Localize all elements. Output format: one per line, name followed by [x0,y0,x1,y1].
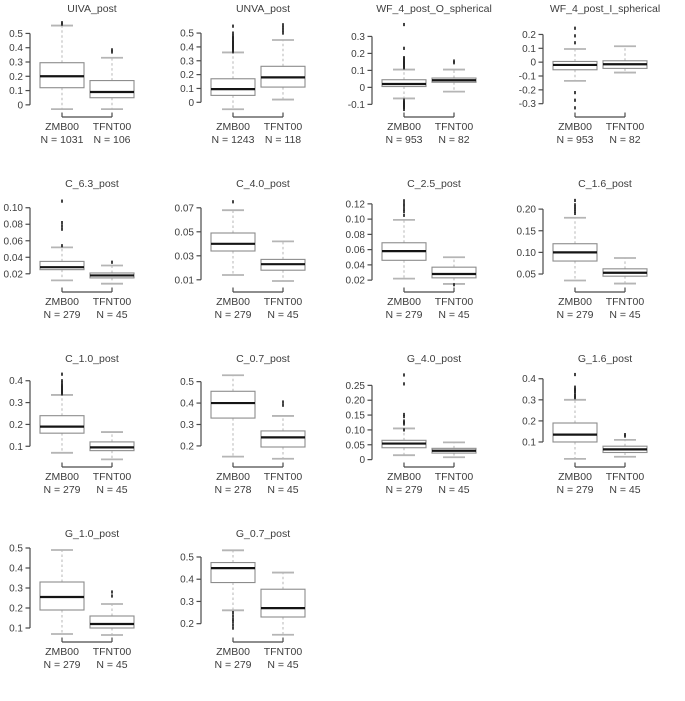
panel-title: UNVA_post [235,3,291,15]
y-tick-label: 0.03 [174,251,194,263]
boxplot-panel [0,0,171,175]
y-tick-label: 0 [17,100,23,112]
panel-title: C_1.0_post [65,353,119,365]
y-tick-label: 0.08 [3,219,23,231]
box-iqr [211,391,255,418]
n-count-label: N = 953 [385,134,423,146]
panel-title: WF_4_post_O_spherical [376,3,492,15]
boxplot-svg [0,0,171,175]
group-label: ZMB00 [387,121,421,133]
y-tick-label: 0.2 [180,441,194,453]
boxplot-svg [0,175,171,350]
y-tick-label: 0.08 [345,229,365,241]
y-tick-label: 0.10 [3,203,23,215]
panel-title: C_2.5_post [407,178,461,190]
y-tick-label: 0.2 [522,29,536,41]
group-label: TFNT00 [263,646,303,658]
group-label: ZMB00 [45,646,79,658]
panel-title: C_0.7_post [236,353,290,365]
n-count-label: N = 82 [609,134,641,146]
group-label: TFNT00 [434,121,474,133]
y-tick-label: 0.5 [180,28,194,40]
y-tick-label: 0.05 [174,227,194,239]
n-count-label: N = 278 [214,484,252,496]
y-tick-label: 0.1 [9,441,23,453]
n-count-label: N = 279 [556,309,594,321]
boxplot-svg [513,0,684,175]
n-count-label: N = 1031 [40,134,84,146]
group-label: ZMB00 [216,296,250,308]
boxplot-svg [171,350,342,525]
y-tick-label: 0.2 [351,48,365,60]
y-tick-label: 0.1 [9,86,23,98]
group-label: TFNT00 [92,296,132,308]
y-tick-label: 0.05 [345,440,365,452]
y-tick-label: 0.3 [9,398,23,410]
y-tick-label: 0.3 [9,583,23,595]
boxplot-svg [342,0,513,175]
panel-title: C_1.6_post [578,178,632,190]
panel-title: G_4.0_post [406,353,462,365]
n-count-label: N = 45 [267,484,299,496]
group-label: ZMB00 [387,296,421,308]
panel-title: WF_4_post_I_spherical [549,3,661,15]
y-tick-label: 0 [530,57,536,69]
n-count-label: N = 45 [267,309,299,321]
n-count-label: N = 279 [43,659,81,671]
group-label: TFNT00 [263,296,303,308]
n-count-label: N = 1243 [211,134,255,146]
n-count-label: N = 45 [438,309,470,321]
n-count-label: N = 279 [43,309,81,321]
y-tick-label: 0.5 [9,543,23,555]
box-iqr [40,261,84,269]
box-iqr [211,233,255,251]
n-count-label: N = 279 [214,309,252,321]
group-label: TFNT00 [605,471,645,483]
panel-title: UIVA_post [67,3,117,15]
y-tick-label: 0.3 [180,596,194,608]
y-tick-label: 0.4 [180,574,194,586]
y-tick-label: 0.3 [9,57,23,69]
boxplot-panel [513,350,684,525]
boxplot-svg [513,350,684,525]
y-tick-label: 0.2 [180,70,194,82]
y-tick-label: 0.5 [180,552,194,564]
y-tick-label: 0.20 [345,395,365,407]
boxplot-svg [342,350,513,525]
y-tick-label: 0.4 [522,374,536,386]
box-iqr [432,267,476,278]
boxplot-panel [171,175,342,350]
y-tick-label: 0.10 [345,214,365,226]
group-label: TFNT00 [605,121,645,133]
y-tick-label: 0.15 [516,226,536,238]
y-tick-label: 0.2 [180,619,194,631]
box-iqr [211,563,255,583]
group-label: ZMB00 [558,471,592,483]
boxplot-panel [171,350,342,525]
boxplot-svg [171,175,342,350]
boxplot-svg [171,0,342,175]
y-tick-label: 0.4 [180,42,194,54]
boxplot-panel [342,0,513,175]
y-tick-label: 0.20 [516,204,536,216]
box-iqr [40,416,84,433]
y-tick-label: 0.1 [180,83,194,95]
y-tick-label: 0.1 [351,65,365,77]
y-tick-label: 0.2 [9,419,23,431]
n-count-label: N = 106 [93,134,131,146]
y-tick-label: 0.15 [345,410,365,422]
y-tick-label: -0.3 [518,99,536,111]
n-count-label: N = 45 [609,484,641,496]
y-tick-label: 0.06 [345,245,365,257]
boxplot-panel [0,175,171,350]
y-tick-label: 0.10 [345,425,365,437]
boxplot-panel [0,350,171,525]
y-tick-label: 0.2 [522,416,536,428]
y-tick-label: 0.4 [9,43,23,55]
n-count-label: N = 279 [214,659,252,671]
y-tick-label: 0.3 [351,31,365,43]
y-tick-label: -0.2 [518,85,536,97]
boxplot-panel [513,0,684,175]
y-tick-label: 0.12 [345,199,365,211]
boxplot-panel [0,525,171,700]
panel-title: G_1.6_post [577,353,633,365]
group-label: ZMB00 [45,471,79,483]
y-tick-label: 0.04 [3,252,23,264]
y-tick-label: 0 [359,455,365,467]
y-tick-label: 0 [188,97,194,109]
n-count-label: N = 953 [556,134,594,146]
n-count-label: N = 45 [438,484,470,496]
group-label: ZMB00 [45,296,79,308]
y-tick-label: 0.5 [9,28,23,40]
group-label: TFNT00 [605,296,645,308]
group-label: TFNT00 [263,121,303,133]
panel-title: G_0.7_post [235,528,291,540]
y-tick-label: 0.2 [9,71,23,83]
boxplot-panel [171,525,342,700]
y-tick-label: -0.1 [518,71,536,83]
y-tick-label: 0.05 [516,269,536,281]
y-tick-label: 0.2 [9,603,23,615]
group-label: ZMB00 [216,646,250,658]
n-count-label: N = 279 [385,309,423,321]
boxplot-svg [0,525,171,700]
boxplot-panel [513,175,684,350]
y-tick-label: 0.10 [516,247,536,259]
group-label: TFNT00 [434,471,474,483]
y-tick-label: 0.3 [180,56,194,68]
box-iqr [553,423,597,442]
y-tick-label: -0.1 [347,99,365,111]
y-tick-label: 0.4 [9,563,23,575]
boxplot-panel [342,350,513,525]
n-count-label: N = 45 [609,309,641,321]
boxplot-panel [342,175,513,350]
boxplot-svg [0,350,171,525]
y-tick-label: 0.07 [174,203,194,215]
y-tick-label: 0.3 [180,420,194,431]
y-tick-label: 0.01 [174,275,194,287]
boxplot-panel [171,0,342,175]
n-count-label: N = 279 [385,484,423,496]
y-tick-label: 0.1 [522,437,536,449]
group-label: TFNT00 [263,471,303,483]
y-tick-label: 0 [359,82,365,94]
n-count-label: N = 279 [556,484,594,496]
box-iqr [90,616,134,628]
boxplot-svg [342,175,513,350]
group-label: ZMB00 [558,296,592,308]
y-tick-label: 0.06 [3,236,23,248]
y-tick-label: 0.04 [345,260,365,272]
y-tick-label: 0.02 [3,269,23,281]
group-label: TFNT00 [92,471,132,483]
y-tick-label: 0.1 [522,43,536,55]
box-iqr [261,431,305,447]
box-iqr [211,79,255,96]
group-label: ZMB00 [558,121,592,133]
box-iqr [261,589,305,617]
y-tick-label: 0.02 [345,275,365,287]
n-count-label: N = 45 [267,659,299,671]
group-label: ZMB00 [387,471,421,483]
group-label: ZMB00 [45,121,79,133]
box-iqr [90,81,134,98]
n-count-label: N = 45 [96,659,128,671]
group-label: ZMB00 [216,121,250,133]
y-tick-label: 0.5 [180,377,194,389]
group-label: TFNT00 [434,296,474,308]
boxplot-svg [171,525,342,700]
y-tick-label: 0.3 [522,395,536,407]
y-tick-label: 0.25 [345,380,365,392]
n-count-label: N = 82 [438,134,470,146]
panel-title: C_6.3_post [65,178,119,190]
n-count-label: N = 45 [96,484,128,496]
n-count-label: N = 279 [43,484,81,496]
n-count-label: N = 118 [264,134,302,146]
group-label: TFNT00 [92,646,132,658]
group-label: TFNT00 [92,121,132,133]
y-tick-label: 0.1 [9,623,23,635]
boxplot-svg [513,175,684,350]
group-label: ZMB00 [216,471,250,483]
n-count-label: N = 45 [96,309,128,321]
y-tick-label: 0.4 [9,376,23,388]
panel-title: G_1.0_post [64,528,120,540]
panel-title: C_4.0_post [236,178,290,190]
y-tick-label: 0.4 [180,398,194,410]
